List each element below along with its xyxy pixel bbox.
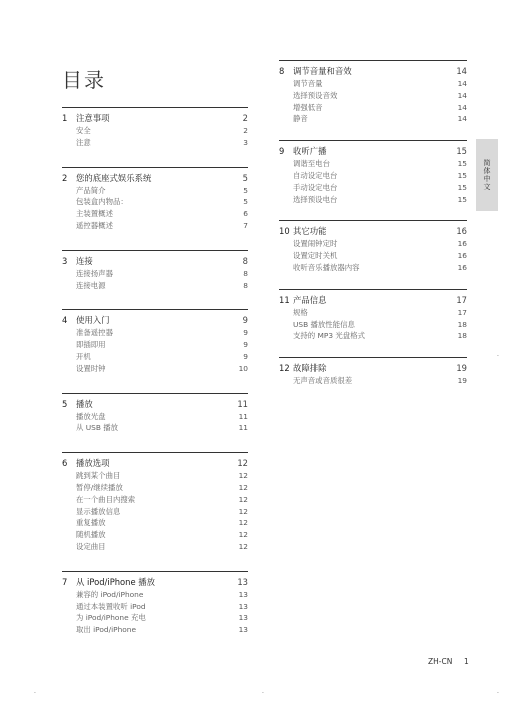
- toc-section: [62, 107, 248, 149]
- toc-section: [279, 289, 467, 342]
- entry-page: 5: [243, 197, 248, 207]
- entry-indent: [279, 250, 293, 262]
- entry-text: 随机播放: [76, 530, 106, 540]
- section-divider: [62, 393, 248, 394]
- entry-text: 显示播放信息: [76, 506, 121, 516]
- entry-text: 调谐至电台: [293, 159, 330, 169]
- language-tab-label: 简体中文: [483, 159, 491, 191]
- entry-page: 15: [457, 170, 467, 180]
- entry-text: 连接扬声器: [76, 268, 113, 278]
- toc-entry[interactable]: [62, 220, 248, 232]
- entry-text: 无声音或音质很差: [293, 376, 353, 386]
- toc-entry[interactable]: [279, 113, 467, 125]
- toc-entry[interactable]: [62, 494, 248, 506]
- section-number: 1: [62, 113, 68, 123]
- toc-entry[interactable]: [62, 482, 248, 494]
- entry-text: 设定曲目: [76, 541, 106, 551]
- section-page: 2: [242, 113, 248, 123]
- footer-page-number: 1: [464, 657, 469, 666]
- entry-indent: [62, 624, 76, 636]
- entry-indent: [62, 363, 76, 375]
- entry-text: USB 播放性能信息: [293, 319, 355, 329]
- toc-entry[interactable]: [279, 90, 467, 102]
- entry-indent: [279, 307, 293, 319]
- section-number: 6: [62, 458, 68, 469]
- entry-page: 9: [243, 328, 248, 338]
- entry-page: 18: [457, 319, 467, 329]
- toc-entry[interactable]: [62, 411, 248, 423]
- entry-indent: [62, 196, 76, 208]
- toc-entry[interactable]: [62, 624, 248, 636]
- entry-text: 兼容的 iPod/iPhone: [76, 589, 144, 599]
- section-title: 从 iPod/iPhone 播放: [76, 576, 156, 587]
- entry-text: 设置定时关机: [293, 251, 338, 261]
- entry-indent: [62, 339, 76, 351]
- entry-indent: [62, 137, 76, 149]
- entry-page: 12: [238, 494, 248, 504]
- entry-indent: [62, 351, 76, 363]
- section-divider: [62, 309, 248, 310]
- toc-entry[interactable]: [62, 589, 248, 601]
- language-tab: [476, 139, 498, 211]
- section-page: 12: [237, 458, 248, 469]
- section-number: 8: [279, 66, 285, 76]
- section-heading[interactable]: [279, 145, 467, 158]
- section-heading[interactable]: [62, 576, 248, 589]
- section-divider: [62, 571, 248, 572]
- entry-indent: [62, 529, 76, 541]
- toc-entry[interactable]: [62, 422, 248, 434]
- section-page: 9: [242, 315, 248, 326]
- toc-entry[interactable]: [62, 268, 248, 280]
- section-title: 使用入门: [76, 315, 110, 326]
- toc-entry[interactable]: [279, 182, 467, 194]
- entry-text: 跳到某个曲目: [76, 471, 121, 481]
- toc-entry[interactable]: [279, 170, 467, 182]
- section-number: 7: [62, 576, 68, 587]
- toc-entry[interactable]: [279, 262, 467, 274]
- entry-page: 19: [457, 376, 467, 386]
- entry-page: 16: [457, 239, 467, 249]
- entry-page: 15: [457, 159, 467, 169]
- toc-entry[interactable]: [279, 250, 467, 262]
- section-divider: [279, 60, 467, 61]
- entry-indent: [279, 78, 293, 90]
- section-page: 15: [456, 146, 467, 157]
- entry-text: 主装置概述: [76, 209, 113, 219]
- entry-text: 通过本装置收听 iPod: [76, 601, 146, 611]
- toc-section: [279, 60, 467, 125]
- entry-indent: [62, 612, 76, 624]
- entry-text: 选择预设电台: [293, 194, 338, 204]
- entry-page: 12: [238, 506, 248, 516]
- entry-text: 为 iPod/iPhone 充电: [76, 613, 146, 623]
- section-page: 14: [456, 66, 467, 76]
- entry-page: 11: [238, 411, 248, 421]
- toc-entry[interactable]: [279, 307, 467, 319]
- entry-page: 14: [457, 102, 467, 112]
- entry-text: 准备遥控器: [76, 328, 113, 338]
- entry-text: 增强低音: [293, 102, 323, 112]
- entry-indent: [62, 411, 76, 423]
- entry-page: 12: [238, 471, 248, 481]
- section-title: 注意事项: [76, 113, 110, 123]
- section-number: 5: [62, 398, 68, 409]
- crop-mark: ·: [262, 690, 264, 697]
- toc-left-column: [62, 107, 248, 636]
- section-title: 连接: [76, 255, 93, 266]
- entry-indent: [279, 170, 293, 182]
- entry-page: 12: [238, 518, 248, 528]
- entry-indent: [62, 506, 76, 518]
- entry-text: 自动设定电台: [293, 170, 338, 180]
- toc-entry[interactable]: [62, 327, 248, 339]
- crop-mark: ·: [497, 353, 499, 360]
- entry-text: 注意: [76, 137, 91, 147]
- section-page: 17: [456, 294, 467, 305]
- entry-text: 安全: [76, 126, 91, 135]
- section-page: 5: [242, 172, 248, 183]
- section-divider: [62, 250, 248, 251]
- section-heading[interactable]: [279, 362, 467, 375]
- entry-page: 12: [238, 482, 248, 492]
- entry-text: 包装盒内物品：: [76, 197, 128, 207]
- toc-entry[interactable]: [62, 612, 248, 624]
- entry-indent: [62, 601, 76, 613]
- entry-text: 在一个曲目内搜索: [76, 494, 136, 504]
- entry-page: 14: [457, 114, 467, 124]
- toc-section: [62, 571, 248, 636]
- entry-page: 17: [457, 307, 467, 317]
- toc-entry[interactable]: [62, 196, 248, 208]
- entry-text: 规格: [293, 307, 308, 317]
- toc-entry[interactable]: [62, 529, 248, 541]
- toc-entry[interactable]: [62, 601, 248, 613]
- toc-section: [62, 393, 248, 435]
- section-divider: [279, 357, 467, 358]
- entry-text: 支持的 MP3 光盘格式: [293, 331, 365, 341]
- entry-indent: [62, 220, 76, 232]
- entry-page: 9: [243, 351, 248, 361]
- entry-text: 收听音乐播放器内容: [293, 262, 360, 272]
- entry-page: 16: [457, 251, 467, 261]
- entry-indent: [279, 194, 293, 206]
- entry-indent: [62, 494, 76, 506]
- entry-indent: [62, 208, 76, 220]
- toc-section: [279, 220, 467, 273]
- entry-text: 调节音量: [293, 79, 323, 88]
- entry-text: 取出 iPod/iPhone: [76, 625, 137, 635]
- toc-entry[interactable]: [62, 351, 248, 363]
- page-title: 目录: [62, 68, 106, 92]
- section-page: 19: [456, 363, 467, 374]
- entry-indent: [279, 158, 293, 170]
- toc-entry[interactable]: [62, 339, 248, 351]
- entry-indent: [62, 482, 76, 494]
- entry-text: 设置闹钟定时: [293, 239, 338, 249]
- section-page: 13: [237, 576, 248, 587]
- entry-indent: [62, 422, 76, 434]
- section-title: 产品信息: [293, 294, 327, 305]
- section-number: 3: [62, 255, 68, 266]
- entry-text: 遥控器概述: [76, 220, 113, 230]
- section-number: 12: [279, 363, 290, 374]
- entry-page: 13: [238, 625, 248, 635]
- entry-text: 设置时钟: [76, 363, 106, 373]
- entry-text: 静音: [293, 114, 308, 124]
- toc-entry[interactable]: [62, 137, 248, 149]
- section-number: 4: [62, 315, 68, 326]
- entry-indent: [62, 517, 76, 529]
- entry-indent: [279, 113, 293, 125]
- toc-entry[interactable]: [62, 506, 248, 518]
- toc-entry[interactable]: [279, 375, 467, 387]
- section-heading[interactable]: [62, 172, 248, 185]
- entry-text: 播放光盘: [76, 411, 106, 421]
- entry-text: 连接电源: [76, 280, 106, 290]
- section-heading[interactable]: [62, 255, 248, 268]
- entry-page: 14: [457, 79, 467, 88]
- entry-page: 13: [238, 613, 248, 623]
- entry-text: 产品简介: [76, 185, 106, 195]
- entry-indent: [279, 330, 293, 342]
- toc-right-column: [279, 60, 467, 387]
- section-title: 播放选项: [76, 458, 110, 469]
- toc-entry[interactable]: [279, 78, 467, 90]
- section-title: 播放: [76, 398, 93, 409]
- entry-text: 选择预设音效: [293, 90, 338, 100]
- section-number: 9: [279, 146, 285, 157]
- entry-indent: [62, 327, 76, 339]
- entry-text: 手动设定电台: [293, 182, 338, 192]
- entry-page: 3: [243, 137, 248, 147]
- entry-page: 7: [243, 220, 248, 230]
- section-title: 收听广播: [293, 146, 327, 157]
- toc-entry[interactable]: [279, 194, 467, 206]
- entry-page: 6: [243, 209, 248, 219]
- entry-page: 8: [243, 268, 248, 278]
- toc-section: [62, 309, 248, 374]
- toc-entry[interactable]: [62, 470, 248, 482]
- entry-page: 2: [243, 126, 248, 135]
- section-page: 11: [237, 398, 248, 409]
- entry-indent: [62, 470, 76, 482]
- section-heading[interactable]: [62, 112, 248, 125]
- toc-section: [62, 250, 248, 292]
- entry-indent: [62, 268, 76, 280]
- section-heading[interactable]: [62, 457, 248, 470]
- entry-indent: [279, 262, 293, 274]
- entry-page: 18: [457, 331, 467, 341]
- toc-entry[interactable]: [62, 517, 248, 529]
- entry-indent: [62, 541, 76, 553]
- entry-indent: [279, 238, 293, 250]
- toc-entry[interactable]: [279, 238, 467, 250]
- entry-indent: [62, 185, 76, 197]
- section-title: 您的底座式娱乐系统: [76, 172, 152, 183]
- entry-page: 15: [457, 194, 467, 204]
- entry-page: 10: [238, 363, 248, 373]
- toc-entry[interactable]: [279, 319, 467, 331]
- entry-indent: [279, 102, 293, 114]
- toc-entry[interactable]: [62, 208, 248, 220]
- toc-entry[interactable]: [279, 102, 467, 114]
- entry-page: 12: [238, 541, 248, 551]
- section-heading[interactable]: [62, 314, 248, 327]
- section-page: 16: [456, 226, 467, 237]
- entry-indent: [279, 319, 293, 331]
- section-divider: [279, 140, 467, 141]
- entry-page: 15: [457, 182, 467, 192]
- entry-indent: [62, 125, 76, 137]
- section-page: 8: [242, 255, 248, 266]
- toc-entry[interactable]: [62, 280, 248, 292]
- entry-indent: [279, 90, 293, 102]
- entry-indent: [279, 182, 293, 194]
- entry-text: 从 USB 播放: [76, 423, 119, 433]
- crop-mark: ·: [497, 690, 499, 697]
- section-heading[interactable]: [279, 294, 467, 307]
- section-title: 其它功能: [293, 226, 327, 237]
- section-number: 11: [279, 294, 290, 305]
- entry-page: 16: [457, 262, 467, 272]
- section-divider: [62, 167, 248, 168]
- crop-mark: ·: [34, 690, 36, 697]
- toc-section: [279, 357, 467, 387]
- entry-text: 开机: [76, 351, 91, 361]
- entry-text: 重复播放: [76, 518, 106, 528]
- entry-page: 11: [238, 423, 248, 433]
- section-heading[interactable]: [62, 398, 248, 411]
- section-number: 10: [279, 226, 290, 237]
- entry-page: 12: [238, 530, 248, 540]
- entry-page: 14: [457, 90, 467, 100]
- section-title: 调节音量和音效: [293, 66, 352, 76]
- footer-language-code: ZH-CN: [428, 657, 453, 666]
- toc-section: [62, 452, 248, 553]
- entry-text: 即插即用: [76, 340, 106, 350]
- entry-indent: [279, 375, 293, 387]
- section-number: 2: [62, 172, 68, 183]
- entry-indent: [62, 589, 76, 601]
- section-title: 故障排除: [293, 363, 327, 374]
- toc-entry[interactable]: [62, 541, 248, 553]
- section-divider: [279, 289, 467, 290]
- entry-text: 暂停/继续播放: [76, 482, 123, 492]
- section-heading[interactable]: [279, 65, 467, 78]
- toc-entry[interactable]: [279, 158, 467, 170]
- toc-entry[interactable]: [62, 185, 248, 197]
- toc-section: [62, 167, 248, 232]
- section-heading[interactable]: [279, 225, 467, 238]
- section-divider: [62, 452, 248, 453]
- toc-entry[interactable]: [279, 330, 467, 342]
- entry-page: 8: [243, 280, 248, 290]
- toc-section: [279, 140, 467, 205]
- section-divider: [62, 107, 248, 108]
- entry-page: 5: [243, 185, 248, 195]
- entry-indent: [62, 280, 76, 292]
- toc-entry[interactable]: [62, 125, 248, 137]
- section-divider: [279, 220, 467, 221]
- entry-page: 13: [238, 589, 248, 599]
- toc-entry[interactable]: [62, 363, 248, 375]
- entry-page: 9: [243, 340, 248, 350]
- entry-page: 13: [238, 601, 248, 611]
